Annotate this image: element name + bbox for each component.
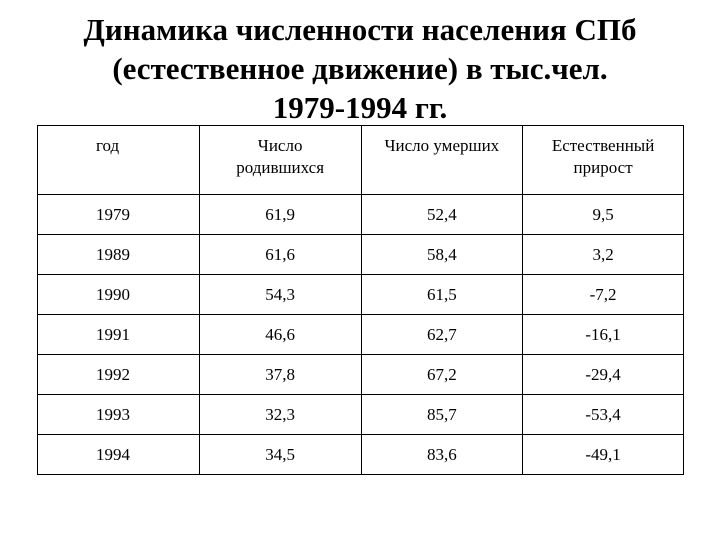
title-line-2: (естественное движение) в тыс.чел.: [112, 51, 608, 86]
cell-births: 46,6: [199, 315, 361, 355]
header-natural-growth: [523, 126, 684, 195]
cell-growth: 3,2: [523, 235, 684, 275]
cell-growth: -16,1: [523, 315, 684, 355]
header-births-line-1: Число: [257, 136, 303, 155]
header-deaths-label: Число умерших: [384, 136, 500, 155]
cell-year: 1990: [38, 275, 200, 315]
cell-births: 34,5: [199, 435, 361, 475]
cell-births: 54,3: [199, 275, 361, 315]
header-births-line-2: родившихся: [236, 158, 325, 177]
cell-deaths: 85,7: [361, 395, 523, 435]
cell-year: 1993: [38, 395, 200, 435]
cell-year: 1991: [38, 315, 200, 355]
header-growth-line-2: прирост: [573, 158, 633, 177]
cell-births: 37,8: [199, 355, 361, 395]
cell-growth: -49,1: [523, 435, 684, 475]
cell-deaths: 61,5: [361, 275, 523, 315]
table-row: [38, 355, 684, 395]
cell-births: 61,9: [199, 195, 361, 235]
cell-year: 1994: [38, 435, 200, 475]
cell-year: 1989: [38, 235, 200, 275]
population-table: [37, 125, 684, 475]
cell-deaths: 83,6: [361, 435, 523, 475]
cell-growth: -53,4: [523, 395, 684, 435]
table-header-row: [38, 126, 684, 195]
cell-growth: 9,5: [523, 195, 684, 235]
cell-deaths: 67,2: [361, 355, 523, 395]
cell-births: 32,3: [199, 395, 361, 435]
cell-deaths: 58,4: [361, 235, 523, 275]
cell-births: 61,6: [199, 235, 361, 275]
cell-growth: -29,4: [523, 355, 684, 395]
cell-deaths: 52,4: [361, 195, 523, 235]
page-title: [0, 10, 720, 127]
table-row: [38, 195, 684, 235]
title-line-3: 1979-1994 гг.: [272, 90, 448, 125]
cell-year: 1979: [38, 195, 200, 235]
cell-growth: -7,2: [523, 275, 684, 315]
header-deaths: [361, 126, 523, 195]
header-year-label: год: [96, 136, 120, 155]
table-row: [38, 315, 684, 355]
title-line-1: Динамика численности населения СПб: [83, 12, 637, 47]
table-row: [38, 275, 684, 315]
cell-deaths: 62,7: [361, 315, 523, 355]
table-row: [38, 235, 684, 275]
cell-year: 1992: [38, 355, 200, 395]
header-births: [199, 126, 361, 195]
header-year: [38, 126, 200, 195]
table-row: [38, 395, 684, 435]
table-row: [38, 435, 684, 475]
header-growth-line-1: Естественный: [551, 136, 655, 155]
